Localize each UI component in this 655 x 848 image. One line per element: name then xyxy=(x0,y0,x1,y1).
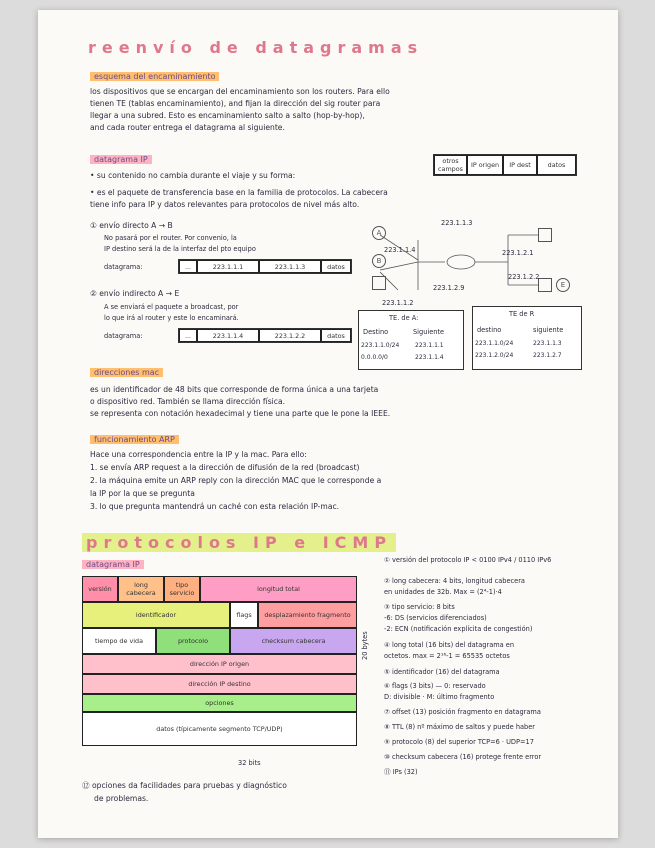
case1-label: datagrama: xyxy=(104,263,143,271)
te-a-table xyxy=(358,310,464,370)
datagrama-bullet: • su contenido no cambia durante el viaje y su forma: xyxy=(90,171,296,180)
field-long-cabecera: long cabecera xyxy=(118,576,164,602)
arp-line: 2. la máquina emite un ARP reply con la dirección MAC que le corresponde a xyxy=(90,476,382,485)
bits-label: 32 bits xyxy=(238,759,261,767)
arp-line: 1. se envía ARP request a la dirección de difusión de la red (broadcast) xyxy=(90,463,360,472)
te-a-title: TE. de A: xyxy=(389,314,419,322)
host-square xyxy=(372,276,386,290)
footer-line: ⑫ opciones da facilidades para pruebas y diagnóstico xyxy=(82,781,287,790)
te-r-cell: 223.1.2.7 xyxy=(533,352,562,359)
te-r-title: TE de R xyxy=(509,310,535,318)
dg-cell: 223.1.1.4 xyxy=(197,329,259,342)
ip-label: 223.1.1.2 xyxy=(382,299,414,307)
field-protocolo: protocolo xyxy=(156,628,230,654)
note-line: ⑥ flags (3 bits) — 0: reservado xyxy=(384,682,486,690)
mac-line: se representa con notación hexadecimal y tiene una parte que le pone la IEEE. xyxy=(90,409,391,418)
protocolos-heading: datagrama IP xyxy=(82,560,144,569)
te-r-table xyxy=(472,306,582,370)
page-title: reenvío de datagramas xyxy=(88,38,424,57)
note-line: ⑩ checksum cabecera (16) protege frente error xyxy=(384,753,542,761)
host-a-node: A xyxy=(372,226,386,240)
te-r-cell: 223.1.1.0/24 xyxy=(475,340,514,347)
case1-line: No pasará por el router. Por convenio, la xyxy=(104,234,237,242)
dg-cell: ... xyxy=(179,329,197,342)
encaminamiento-line: tienen TE (tablas encaminamiento), and fijan la dirección del sig router para xyxy=(90,99,381,108)
note-line: ② long cabecera: 4 bits, longitud cabecera xyxy=(384,577,525,585)
dg-cell: 223.1.2.2 xyxy=(259,329,321,342)
field-longitud-total: longitud total xyxy=(200,576,357,602)
encaminamiento-line: llegar a una subred. Esto es encaminamiento salto a salto (hop-by-hop), xyxy=(90,111,365,120)
case2-label: datagrama: xyxy=(104,332,143,340)
mac-line: es un identificador de 48 bits que corresponde de forma única a una tarjeta xyxy=(90,385,379,394)
field-identificador: identificador xyxy=(82,602,230,628)
te-r-cell: 223.1.2.0/24 xyxy=(475,352,514,359)
section-heading-arp: funcionamiento ARP xyxy=(90,435,179,444)
note-line: ③ tipo servicio: 8 bits xyxy=(384,603,455,611)
te-r-cell: 223.1.1.3 xyxy=(533,340,562,347)
ip-label: 223.1.1.3 xyxy=(441,219,473,227)
te-a-cell: 0.0.0.0/0 xyxy=(361,354,388,361)
arp-line: 3. lo que pregunta mantendrá un caché con esta relación IP-mac. xyxy=(90,502,340,511)
datagrama-bullet2: • es el paquete de transferencia base en la familia de protocolos. La cabecera xyxy=(90,188,388,197)
field-flags: flags xyxy=(230,602,258,628)
field-datos: datos (típicamente segmento TCP/UDP) xyxy=(82,712,357,746)
note-line: D: divisible · M: último fragmento xyxy=(384,693,495,701)
side-label: 20 bytes xyxy=(361,631,369,660)
case2-title: ② envío indirecto A → E xyxy=(90,289,180,298)
note-line: ⑦ offset (13) posición fragmento en datagrama xyxy=(384,708,541,716)
arp-line: la IP por la que se pregunta xyxy=(90,489,195,498)
field-ttl: tiempo de vida xyxy=(82,628,156,654)
note-line: -6: DS (servicios diferenciados) xyxy=(384,614,487,622)
note-line: ⑧ TTL (8) nº máximo de saltos y puede haber xyxy=(384,723,536,731)
case1-line: IP destino será la de la interfaz del pto equipo xyxy=(104,245,256,253)
field-ip-destino: dirección IP destino xyxy=(82,674,357,694)
field-checksum: checksum cabecera xyxy=(230,628,357,654)
field-opciones: opciones xyxy=(82,694,357,712)
datagrama-bullet2: tiene info para IP y datos relevantes para protocolos de nivel más alto. xyxy=(90,200,360,209)
format-cell: otros campos xyxy=(434,155,467,175)
mac-line: o dispositivo red. También se llama dirección física. xyxy=(90,397,286,406)
host-b-node: B xyxy=(372,254,386,268)
dg-cell: datos xyxy=(321,329,351,342)
encaminamiento-line: and cada router entrega el datagrama al siguiente. xyxy=(90,123,285,132)
encaminamiento-line: los dispositivos que se encargan del encaminamiento son los routers. Para ello xyxy=(90,87,390,96)
te-a-header: Siguiente xyxy=(413,328,445,336)
format-cell: datos xyxy=(537,155,576,175)
protocolos-title: protocolos IP e ICMP xyxy=(82,533,396,552)
field-version: versión xyxy=(82,576,118,602)
ip-header-table xyxy=(82,576,357,746)
note-line: ⑨ protocolo (8) del superior TCP=6 · UDP=17 xyxy=(384,738,534,746)
field-tipo-servicio: tipo servicio xyxy=(164,576,200,602)
case2-line: A se enviará el paquete a broadcast, por xyxy=(104,303,239,311)
dg-cell: datos xyxy=(321,260,351,273)
te-a-cell: 223.1.1.1 xyxy=(415,342,444,349)
te-a-cell: 223.1.1.4 xyxy=(415,354,444,361)
host-square xyxy=(538,278,552,292)
ip-label: 223.1.2.1 xyxy=(502,249,534,257)
te-r-header: destino xyxy=(477,326,502,334)
format-cell: IP origen xyxy=(467,155,503,175)
note-line: octetos. max = 2¹⁶-1 = 65535 octetos xyxy=(384,652,510,660)
notebook-page xyxy=(38,10,618,838)
field-ip-origen: dirección IP origen xyxy=(82,654,357,674)
ip-label: 223.1.2.9 xyxy=(433,284,465,292)
te-r-header: siguiente xyxy=(533,326,564,334)
dg-cell: 223.1.1.1 xyxy=(197,260,259,273)
note-line: en unidades de 32b. Max = (2⁴-1)·4 xyxy=(384,588,502,596)
field-desplazamiento: desplazamiento fragmento xyxy=(258,602,357,628)
footer-line: de problemas. xyxy=(94,794,149,803)
note-line: ① versión del protocolo IP < 0100 IPv4 / 0110 IPv6 xyxy=(384,556,552,564)
arp-line: Hace una correspondencia entre la IP y la mac. Para ello: xyxy=(90,450,307,459)
format-cell: IP dest xyxy=(503,155,537,175)
dg-cell: ... xyxy=(179,260,197,273)
note-line: -2: ECN (notificación explícita de congestión) xyxy=(384,625,533,633)
ip-label: 223.1.1.4 xyxy=(384,246,416,254)
section-heading-datagrama: datagrama IP xyxy=(90,155,152,164)
note-line: ④ long total (16 bits) del datagrama en xyxy=(384,641,515,649)
section-heading-encaminamiento: esquema del encaminamiento xyxy=(90,72,219,81)
section-heading-mac: direcciones mac xyxy=(90,368,163,377)
ip-label: 223.1.2.2 xyxy=(508,273,540,281)
case2-line: lo que irá al router y este lo encaminará. xyxy=(104,314,239,322)
case1-title: ① envío directo A → B xyxy=(90,221,173,230)
dg-cell: 223.1.1.3 xyxy=(259,260,321,273)
note-line: ⑪ IPs (32) xyxy=(384,768,418,776)
note-line: ⑤ identificador (16) del datagrama xyxy=(384,668,500,676)
host-square xyxy=(538,228,552,242)
te-a-cell: 223.1.1.0/24 xyxy=(361,342,400,349)
host-e-node: E xyxy=(556,278,570,292)
te-a-header: Destino xyxy=(363,328,389,336)
